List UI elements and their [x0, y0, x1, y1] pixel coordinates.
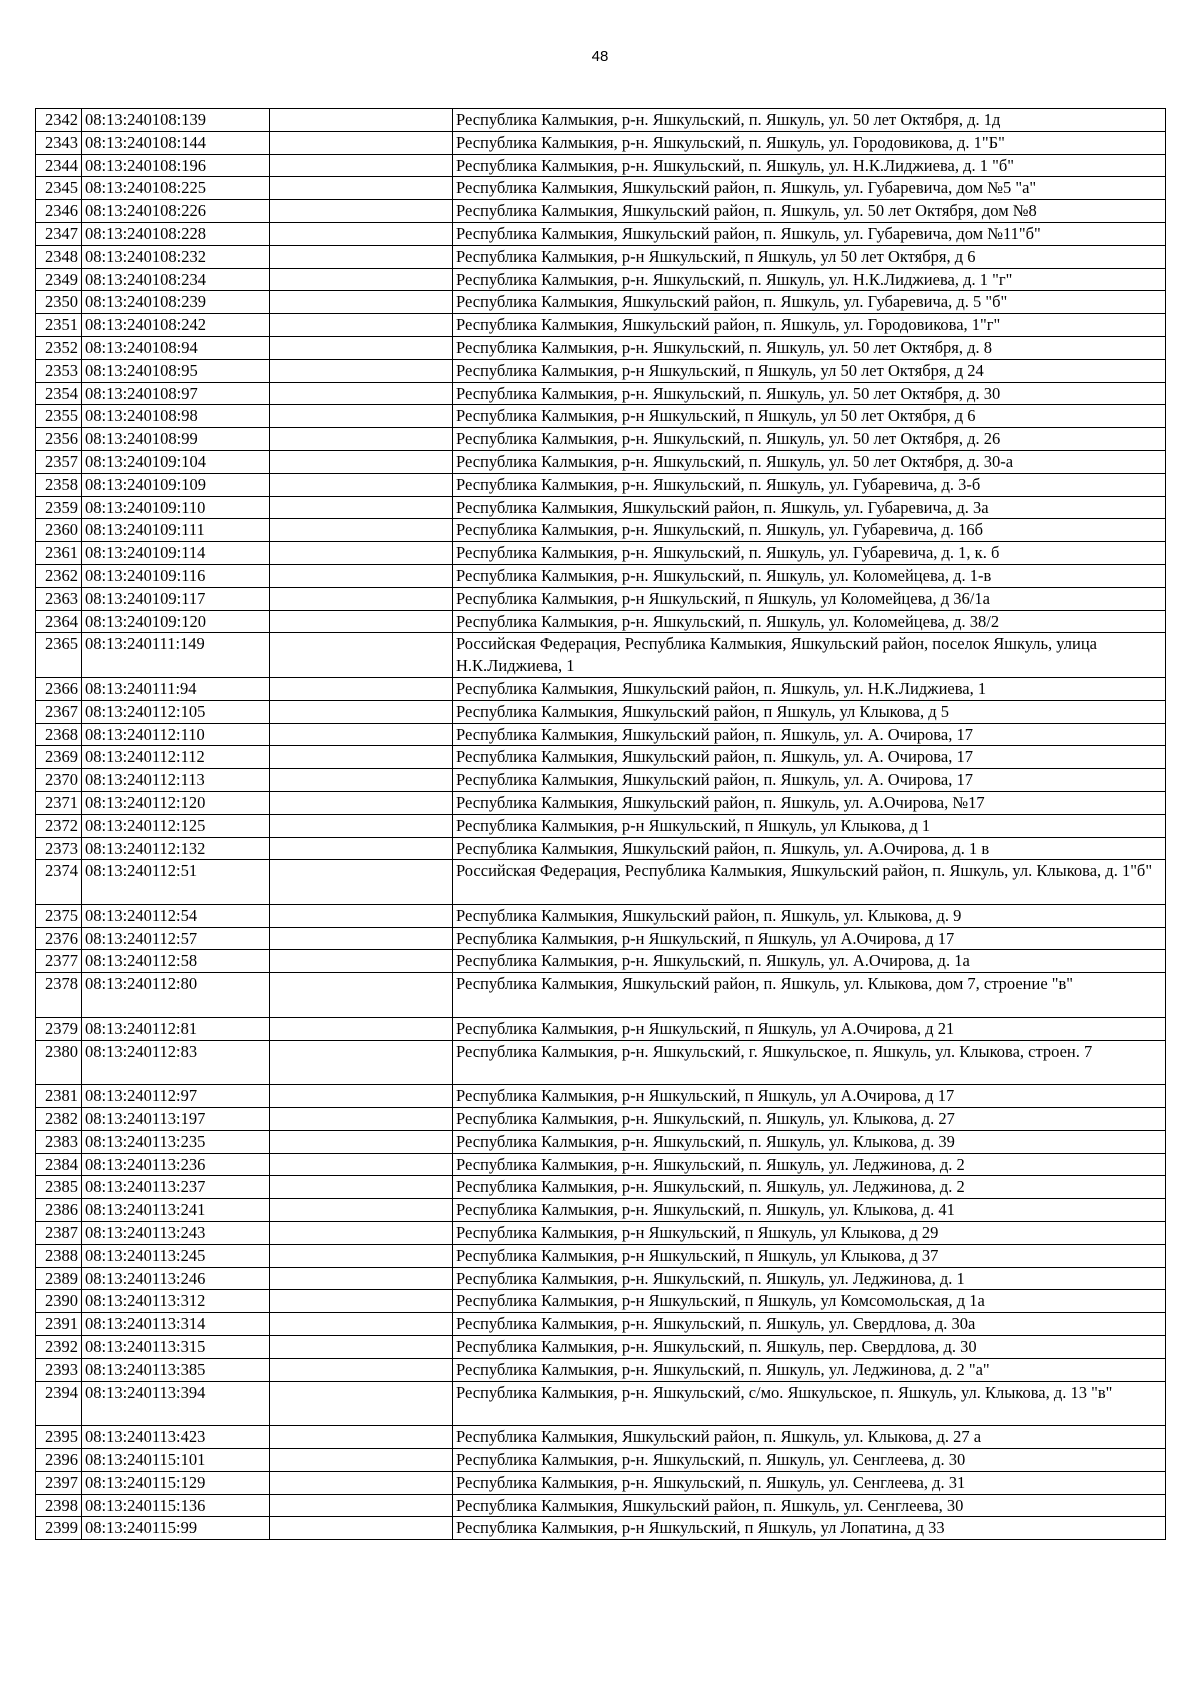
address-cell: Республика Калмыкия, Яшкульский район, п. Яшкуль, ул. Клыкова, д. 27 а	[453, 1426, 1166, 1449]
cadastral-number-cell: 08:13:240111:94	[82, 677, 270, 700]
table-row	[36, 405, 1166, 428]
address-cell: Республика Калмыкия, р-н Яшкульский, п Яшкуль, ул Комсомольская, д 1а	[453, 1290, 1166, 1313]
row-number-cell: 2378	[36, 973, 82, 1018]
address-cell: Республика Калмыкия, р-н. Яшкульский, п. Яшкуль, ул. Клыкова, д. 27	[453, 1108, 1166, 1131]
table-row	[36, 154, 1166, 177]
table-row	[36, 1085, 1166, 1108]
empty-cell	[270, 950, 453, 973]
address-cell: Республика Калмыкия, р-н. Яшкульский, п. Яшкуль, ул. Н.К.Лиджиева, д. 1 "б"	[453, 154, 1166, 177]
empty-cell	[270, 723, 453, 746]
row-number-cell: 2366	[36, 677, 82, 700]
table-row	[36, 542, 1166, 565]
row-number-cell: 2388	[36, 1244, 82, 1267]
empty-cell	[270, 1267, 453, 1290]
row-number-cell: 2376	[36, 927, 82, 950]
address-cell: Республика Калмыкия, р-н. Яшкульский, п. Яшкуль, ул. А.Очирова, д. 1а	[453, 950, 1166, 973]
table-row	[36, 973, 1166, 1018]
table-row	[36, 1471, 1166, 1494]
row-number-cell: 2342	[36, 109, 82, 132]
address-cell: Республика Калмыкия, р-н. Яшкульский, п. Яшкуль, ул. 50 лет Октября, д. 30	[453, 382, 1166, 405]
cadastral-number-cell: 08:13:240113:312	[82, 1290, 270, 1313]
empty-cell	[270, 405, 453, 428]
row-number-cell: 2347	[36, 222, 82, 245]
address-cell: Российская Федерация, Республика Калмыкия, Яшкульский район, поселок Яшкуль, улица Н.К.Лиджиева, 1	[453, 633, 1166, 678]
row-number-cell: 2349	[36, 268, 82, 291]
empty-cell	[270, 1290, 453, 1313]
table-row	[36, 1358, 1166, 1381]
table-row	[36, 1426, 1166, 1449]
cadastral-number-cell: 08:13:240108:232	[82, 245, 270, 268]
table-row	[36, 496, 1166, 519]
address-cell: Республика Калмыкия, р-н Яшкульский, п Яшкуль, ул Клыкова, д 1	[453, 814, 1166, 837]
table-row	[36, 222, 1166, 245]
address-cell: Республика Калмыкия, р-н Яшкульский, п Яшкуль, ул Клыкова, д 29	[453, 1222, 1166, 1245]
row-number-cell: 2348	[36, 245, 82, 268]
table-row	[36, 723, 1166, 746]
address-cell: Республика Калмыкия, Яшкульский район, п. Яшкуль, ул. Н.К.Лиджиева, 1	[453, 677, 1166, 700]
cadastral-number-cell: 08:13:240113:235	[82, 1130, 270, 1153]
table-row	[36, 927, 1166, 950]
table-row	[36, 837, 1166, 860]
row-number-cell: 2393	[36, 1358, 82, 1381]
table-row	[36, 1040, 1166, 1085]
empty-cell	[270, 382, 453, 405]
row-number-cell: 2353	[36, 359, 82, 382]
empty-cell	[270, 519, 453, 542]
table-row	[36, 677, 1166, 700]
row-number-cell: 2381	[36, 1085, 82, 1108]
row-number-cell: 2361	[36, 542, 82, 565]
registry-table-body	[36, 109, 1166, 1540]
table-row	[36, 177, 1166, 200]
address-cell: Республика Калмыкия, р-н. Яшкульский, п. Яшкуль, ул. Леджинова, д. 2 "а"	[453, 1358, 1166, 1381]
table-row	[36, 633, 1166, 678]
cadastral-number-cell: 08:13:240109:120	[82, 610, 270, 633]
cadastral-number-cell: 08:13:240113:385	[82, 1358, 270, 1381]
empty-cell	[270, 587, 453, 610]
empty-cell	[270, 1108, 453, 1131]
cadastral-number-cell: 08:13:240109:104	[82, 450, 270, 473]
address-cell: Республика Калмыкия, р-н. Яшкульский, п. Яшкуль, ул. Свердлова, д. 30а	[453, 1313, 1166, 1336]
empty-cell	[270, 450, 453, 473]
row-number-cell: 2346	[36, 200, 82, 223]
empty-cell	[270, 314, 453, 337]
table-row	[36, 950, 1166, 973]
empty-cell	[270, 291, 453, 314]
table-row	[36, 904, 1166, 927]
cadastral-number-cell: 08:13:240112:80	[82, 973, 270, 1018]
address-cell: Республика Калмыкия, р-н Яшкульский, п Яшкуль, ул 50 лет Октября, д 6	[453, 405, 1166, 428]
cadastral-number-cell: 08:13:240108:139	[82, 109, 270, 132]
row-number-cell: 2379	[36, 1017, 82, 1040]
empty-cell	[270, 700, 453, 723]
row-number-cell: 2398	[36, 1494, 82, 1517]
address-cell: Республика Калмыкия, р-н. Яшкульский, п. Яшкуль, ул. Сенглеева, д. 31	[453, 1471, 1166, 1494]
cadastral-number-cell: 08:13:240108:242	[82, 314, 270, 337]
address-cell: Республика Калмыкия, Яшкульский район, п. Яшкуль, ул. Губаревича, д. 3а	[453, 496, 1166, 519]
empty-cell	[270, 1494, 453, 1517]
cadastral-number-cell: 08:13:240113:245	[82, 1244, 270, 1267]
cadastral-number-cell: 08:13:240112:110	[82, 723, 270, 746]
row-number-cell: 2386	[36, 1199, 82, 1222]
row-number-cell: 2343	[36, 131, 82, 154]
table-row	[36, 359, 1166, 382]
empty-cell	[270, 837, 453, 860]
row-number-cell: 2363	[36, 587, 82, 610]
row-number-cell: 2368	[36, 723, 82, 746]
empty-cell	[270, 1153, 453, 1176]
row-number-cell: 2380	[36, 1040, 82, 1085]
cadastral-number-cell: 08:13:240113:394	[82, 1381, 270, 1426]
address-cell: Республика Калмыкия, р-н Яшкульский, п Яшкуль, ул Коломейцева, д 36/1а	[453, 587, 1166, 610]
cadastral-number-cell: 08:13:240113:314	[82, 1313, 270, 1336]
cadastral-number-cell: 08:13:240113:197	[82, 1108, 270, 1131]
address-cell: Республика Калмыкия, Яшкульский район, п. Яшкуль, ул. Губаревича, дом №11"б"	[453, 222, 1166, 245]
cadastral-number-cell: 08:13:240112:113	[82, 769, 270, 792]
cadastral-number-cell: 08:13:240108:98	[82, 405, 270, 428]
address-cell: Республика Калмыкия, р-н. Яшкульский, п. Яшкуль, ул. Городовикова, д. 1"Б"	[453, 131, 1166, 154]
empty-cell	[270, 1017, 453, 1040]
table-row	[36, 314, 1166, 337]
cadastral-number-cell: 08:13:240108:95	[82, 359, 270, 382]
cadastral-number-cell: 08:13:240108:144	[82, 131, 270, 154]
address-cell: Республика Калмыкия, Яшкульский район, п. Яшкуль, ул. Клыкова, дом 7, строение "в"	[453, 973, 1166, 1018]
address-cell: Республика Калмыкия, р-н. Яшкульский, п. Яшкуль, ул. Клыкова, д. 41	[453, 1199, 1166, 1222]
empty-cell	[270, 177, 453, 200]
page-number: 48	[591, 48, 609, 65]
row-number-cell: 2367	[36, 700, 82, 723]
table-row	[36, 1222, 1166, 1245]
table-row	[36, 268, 1166, 291]
cadastral-number-cell: 08:13:240113:237	[82, 1176, 270, 1199]
row-number-cell: 2383	[36, 1130, 82, 1153]
table-row	[36, 587, 1166, 610]
table-row	[36, 519, 1166, 542]
table-row	[36, 1290, 1166, 1313]
empty-cell	[270, 860, 453, 905]
table-row	[36, 860, 1166, 905]
row-number-cell: 2350	[36, 291, 82, 314]
cadastral-number-cell: 08:13:240112:58	[82, 950, 270, 973]
row-number-cell: 2372	[36, 814, 82, 837]
cadastral-number-cell: 08:13:240109:109	[82, 473, 270, 496]
row-number-cell: 2373	[36, 837, 82, 860]
address-cell: Республика Калмыкия, р-н. Яшкульский, п. Яшкуль, ул. Губаревича, д. 1, к. б	[453, 542, 1166, 565]
address-cell: Республика Калмыкия, Яшкульский район, п. Яшкуль, ул. Сенглеева, 30	[453, 1494, 1166, 1517]
cadastral-number-cell: 08:13:240109:116	[82, 564, 270, 587]
cadastral-number-cell: 08:13:240112:112	[82, 746, 270, 769]
empty-cell	[270, 336, 453, 359]
table-row	[36, 1381, 1166, 1426]
table-row	[36, 610, 1166, 633]
address-cell: Республика Калмыкия, Яшкульский район, п. Яшкуль, ул. А.Очирова, д. 1 в	[453, 837, 1166, 860]
empty-cell	[270, 677, 453, 700]
address-cell: Республика Калмыкия, р-н Яшкульский, п Яшкуль, ул 50 лет Октября, д 24	[453, 359, 1166, 382]
empty-cell	[270, 1381, 453, 1426]
address-cell: Республика Калмыкия, Яшкульский район, п. Яшкуль, ул. Городовикова, 1"г"	[453, 314, 1166, 337]
empty-cell	[270, 109, 453, 132]
registry-table	[35, 108, 1166, 1540]
empty-cell	[270, 564, 453, 587]
cadastral-number-cell: 08:13:240108:234	[82, 268, 270, 291]
address-cell: Республика Калмыкия, Яшкульский район, п. Яшкуль, ул. А. Очирова, 17	[453, 723, 1166, 746]
empty-cell	[270, 1358, 453, 1381]
cadastral-number-cell: 08:13:240113:423	[82, 1426, 270, 1449]
address-cell: Республика Калмыкия, Яшкульский район, п. Яшкуль, ул. 50 лет Октября, дом №8	[453, 200, 1166, 223]
address-cell: Республика Калмыкия, Яшкульский район, п. Яшкуль, ул. Клыкова, д. 9	[453, 904, 1166, 927]
table-row	[36, 1017, 1166, 1040]
empty-cell	[270, 1471, 453, 1494]
empty-cell	[270, 1517, 453, 1540]
empty-cell	[270, 1130, 453, 1153]
row-number-cell: 2384	[36, 1153, 82, 1176]
table-row	[36, 700, 1166, 723]
row-number-cell: 2365	[36, 633, 82, 678]
table-row	[36, 1199, 1166, 1222]
row-number-cell: 2360	[36, 519, 82, 542]
cadastral-number-cell: 08:13:240112:83	[82, 1040, 270, 1085]
row-number-cell: 2382	[36, 1108, 82, 1131]
address-cell: Республика Калмыкия, р-н. Яшкульский, п. Яшкуль, ул. 50 лет Октября, д. 30-а	[453, 450, 1166, 473]
address-cell: Республика Калмыкия, р-н. Яшкульский, п. Яшкуль, ул. Губаревича, д. 16б	[453, 519, 1166, 542]
cadastral-number-cell: 08:13:240109:114	[82, 542, 270, 565]
empty-cell	[270, 1313, 453, 1336]
empty-cell	[270, 131, 453, 154]
empty-cell	[270, 904, 453, 927]
address-cell: Республика Калмыкия, р-н Яшкульский, п Яшкуль, ул А.Очирова, д 17	[453, 1085, 1166, 1108]
table-row	[36, 1244, 1166, 1267]
row-number-cell: 2375	[36, 904, 82, 927]
row-number-cell: 2389	[36, 1267, 82, 1290]
address-cell: Республика Калмыкия, р-н. Яшкульский, п. Яшкуль, ул. Губаревича, д. 3-б	[453, 473, 1166, 496]
table-row	[36, 428, 1166, 451]
cadastral-number-cell: 08:13:240113:236	[82, 1153, 270, 1176]
table-row	[36, 1494, 1166, 1517]
table-row	[36, 769, 1166, 792]
cadastral-number-cell: 08:13:240112:132	[82, 837, 270, 860]
empty-cell	[270, 359, 453, 382]
table-row	[36, 814, 1166, 837]
address-cell: Республика Калмыкия, Яшкульский район, п. Яшкуль, ул. А.Очирова, №17	[453, 791, 1166, 814]
table-row	[36, 336, 1166, 359]
cadastral-number-cell: 08:13:240109:111	[82, 519, 270, 542]
cadastral-number-cell: 08:13:240108:225	[82, 177, 270, 200]
table-row	[36, 1336, 1166, 1359]
cadastral-number-cell: 08:13:240108:94	[82, 336, 270, 359]
empty-cell	[270, 791, 453, 814]
row-number-cell: 2357	[36, 450, 82, 473]
table-row	[36, 1153, 1166, 1176]
empty-cell	[270, 927, 453, 950]
address-cell: Республика Калмыкия, Яшкульский район, п. Яшкуль, ул. А. Очирова, 17	[453, 769, 1166, 792]
table-row	[36, 382, 1166, 405]
row-number-cell: 2397	[36, 1471, 82, 1494]
empty-cell	[270, 222, 453, 245]
address-cell: Республика Калмыкия, р-н. Яшкульский, п. Яшкуль, ул. Н.К.Лиджиева, д. 1 "г"	[453, 268, 1166, 291]
address-cell: Республика Калмыкия, р-н. Яшкульский, п. Яшкуль, ул. Леджинова, д. 1	[453, 1267, 1166, 1290]
cadastral-number-cell: 08:13:240108:97	[82, 382, 270, 405]
address-cell: Республика Калмыкия, Яшкульский район, п. Яшкуль, ул. А. Очирова, 17	[453, 746, 1166, 769]
empty-cell	[270, 633, 453, 678]
cadastral-number-cell: 08:13:240108:196	[82, 154, 270, 177]
empty-cell	[270, 1336, 453, 1359]
table-row	[36, 245, 1166, 268]
row-number-cell: 2399	[36, 1517, 82, 1540]
table-row	[36, 450, 1166, 473]
address-cell: Республика Калмыкия, р-н. Яшкульский, п. Яшкуль, ул. Сенглеева, д. 30	[453, 1449, 1166, 1472]
empty-cell	[270, 1199, 453, 1222]
address-cell: Российская Федерация, Республика Калмыкия, Яшкульский район, п. Яшкуль, ул. Клыкова, д. 1"б"	[453, 860, 1166, 905]
row-number-cell: 2392	[36, 1336, 82, 1359]
row-number-cell: 2355	[36, 405, 82, 428]
table-row	[36, 791, 1166, 814]
empty-cell	[270, 973, 453, 1018]
address-cell: Республика Калмыкия, р-н. Яшкульский, п. Яшкуль, ул. Леджинова, д. 2	[453, 1176, 1166, 1199]
cadastral-number-cell: 08:13:240112:57	[82, 927, 270, 950]
address-cell: Республика Калмыкия, р-н. Яшкульский, п. Яшкуль, ул. 50 лет Октября, д. 8	[453, 336, 1166, 359]
empty-cell	[270, 1244, 453, 1267]
row-number-cell: 2396	[36, 1449, 82, 1472]
cadastral-number-cell: 08:13:240109:110	[82, 496, 270, 519]
row-number-cell: 2391	[36, 1313, 82, 1336]
cadastral-number-cell: 08:13:240112:120	[82, 791, 270, 814]
table-row	[36, 131, 1166, 154]
cadastral-number-cell: 08:13:240108:228	[82, 222, 270, 245]
row-number-cell: 2394	[36, 1381, 82, 1426]
address-cell: Республика Калмыкия, р-н. Яшкульский, п. Яшкуль, ул. Коломейцева, д. 38/2	[453, 610, 1166, 633]
empty-cell	[270, 496, 453, 519]
table-row	[36, 1313, 1166, 1336]
empty-cell	[270, 200, 453, 223]
cadastral-number-cell: 08:13:240112:54	[82, 904, 270, 927]
cadastral-number-cell: 08:13:240108:239	[82, 291, 270, 314]
address-cell: Республика Калмыкия, р-н Яшкульский, п Яшкуль, ул А.Очирова, д 21	[453, 1017, 1166, 1040]
table-row	[36, 473, 1166, 496]
empty-cell	[270, 814, 453, 837]
row-number-cell: 2374	[36, 860, 82, 905]
cadastral-number-cell: 08:13:240108:99	[82, 428, 270, 451]
row-number-cell: 2351	[36, 314, 82, 337]
cadastral-number-cell: 08:13:240112:125	[82, 814, 270, 837]
table-row	[36, 1517, 1166, 1540]
address-cell: Республика Калмыкия, р-н. Яшкульский, г. Яшкульское, п. Яшкуль, ул. Клыкова, строен. 7	[453, 1040, 1166, 1085]
table-row	[36, 746, 1166, 769]
cadastral-number-cell: 08:13:240113:315	[82, 1336, 270, 1359]
address-cell: Республика Калмыкия, Яшкульский район, п. Яшкуль, ул. Губаревича, д. 5 "б"	[453, 291, 1166, 314]
address-cell: Республика Калмыкия, р-н Яшкульский, п Яшкуль, ул А.Очирова, д 17	[453, 927, 1166, 950]
empty-cell	[270, 245, 453, 268]
table-row	[36, 200, 1166, 223]
address-cell: Республика Калмыкия, р-н. Яшкульский, п. Яшкуль, ул. Клыкова, д. 39	[453, 1130, 1166, 1153]
cadastral-number-cell: 08:13:240113:246	[82, 1267, 270, 1290]
cadastral-number-cell: 08:13:240113:243	[82, 1222, 270, 1245]
address-cell: Республика Калмыкия, р-н. Яшкульский, п. Яшкуль, ул. 50 лет Октября, д. 1д	[453, 109, 1166, 132]
row-number-cell: 2390	[36, 1290, 82, 1313]
row-number-cell: 2370	[36, 769, 82, 792]
row-number-cell: 2385	[36, 1176, 82, 1199]
table-row	[36, 1449, 1166, 1472]
row-number-cell: 2345	[36, 177, 82, 200]
address-cell: Республика Калмыкия, р-н Яшкульский, п Яшкуль, ул 50 лет Октября, д 6	[453, 245, 1166, 268]
empty-cell	[270, 473, 453, 496]
address-cell: Республика Калмыкия, р-н Яшкульский, п Яшкуль, ул Лопатина, д 33	[453, 1517, 1166, 1540]
empty-cell	[270, 268, 453, 291]
empty-cell	[270, 1040, 453, 1085]
empty-cell	[270, 1426, 453, 1449]
row-number-cell: 2362	[36, 564, 82, 587]
row-number-cell: 2371	[36, 791, 82, 814]
cadastral-number-cell: 08:13:240111:149	[82, 633, 270, 678]
cadastral-number-cell: 08:13:240112:97	[82, 1085, 270, 1108]
table-row	[36, 291, 1166, 314]
address-cell: Республика Калмыкия, р-н. Яшкульский, п. Яшкуль, ул. 50 лет Октября, д. 26	[453, 428, 1166, 451]
empty-cell	[270, 542, 453, 565]
cadastral-number-cell: 08:13:240112:81	[82, 1017, 270, 1040]
row-number-cell: 2364	[36, 610, 82, 633]
row-number-cell: 2369	[36, 746, 82, 769]
empty-cell	[270, 428, 453, 451]
cadastral-number-cell: 08:13:240115:99	[82, 1517, 270, 1540]
address-cell: Республика Калмыкия, р-н Яшкульский, п Яшкуль, ул Клыкова, д 37	[453, 1244, 1166, 1267]
row-number-cell: 2352	[36, 336, 82, 359]
empty-cell	[270, 1085, 453, 1108]
row-number-cell: 2354	[36, 382, 82, 405]
row-number-cell: 2356	[36, 428, 82, 451]
address-cell: Республика Калмыкия, р-н. Яшкульский, с/мо. Яшкульское, п. Яшкуль, ул. Клыкова, д. 13 "в"	[453, 1381, 1166, 1426]
address-cell: Республика Калмыкия, р-н. Яшкульский, п. Яшкуль, ул. Коломейцева, д. 1-в	[453, 564, 1166, 587]
empty-cell	[270, 1449, 453, 1472]
cadastral-number-cell: 08:13:240115:136	[82, 1494, 270, 1517]
empty-cell	[270, 1176, 453, 1199]
row-number-cell: 2358	[36, 473, 82, 496]
row-number-cell: 2395	[36, 1426, 82, 1449]
empty-cell	[270, 610, 453, 633]
empty-cell	[270, 769, 453, 792]
empty-cell	[270, 746, 453, 769]
table-row	[36, 564, 1166, 587]
cadastral-number-cell: 08:13:240115:129	[82, 1471, 270, 1494]
cadastral-number-cell: 08:13:240112:105	[82, 700, 270, 723]
cadastral-number-cell: 08:13:240115:101	[82, 1449, 270, 1472]
cadastral-number-cell: 08:13:240113:241	[82, 1199, 270, 1222]
row-number-cell: 2387	[36, 1222, 82, 1245]
cadastral-number-cell: 08:13:240109:117	[82, 587, 270, 610]
address-cell: Республика Калмыкия, Яшкульский район, п. Яшкуль, ул. Губаревича, дом №5 "а"	[453, 177, 1166, 200]
empty-cell	[270, 1222, 453, 1245]
table-row	[36, 1130, 1166, 1153]
address-cell: Республика Калмыкия, р-н. Яшкульский, п. Яшкуль, ул. Леджинова, д. 2	[453, 1153, 1166, 1176]
row-number-cell: 2359	[36, 496, 82, 519]
table-row	[36, 1267, 1166, 1290]
table-row	[36, 1176, 1166, 1199]
row-number-cell: 2377	[36, 950, 82, 973]
empty-cell	[270, 154, 453, 177]
address-cell: Республика Калмыкия, р-н. Яшкульский, п. Яшкуль, пер. Свердлова, д. 30	[453, 1336, 1166, 1359]
table-row	[36, 1108, 1166, 1131]
cadastral-number-cell: 08:13:240108:226	[82, 200, 270, 223]
address-cell: Республика Калмыкия, Яшкульский район, п Яшкуль, ул Клыкова, д 5	[453, 700, 1166, 723]
cadastral-number-cell: 08:13:240112:51	[82, 860, 270, 905]
table-row	[36, 109, 1166, 132]
row-number-cell: 2344	[36, 154, 82, 177]
